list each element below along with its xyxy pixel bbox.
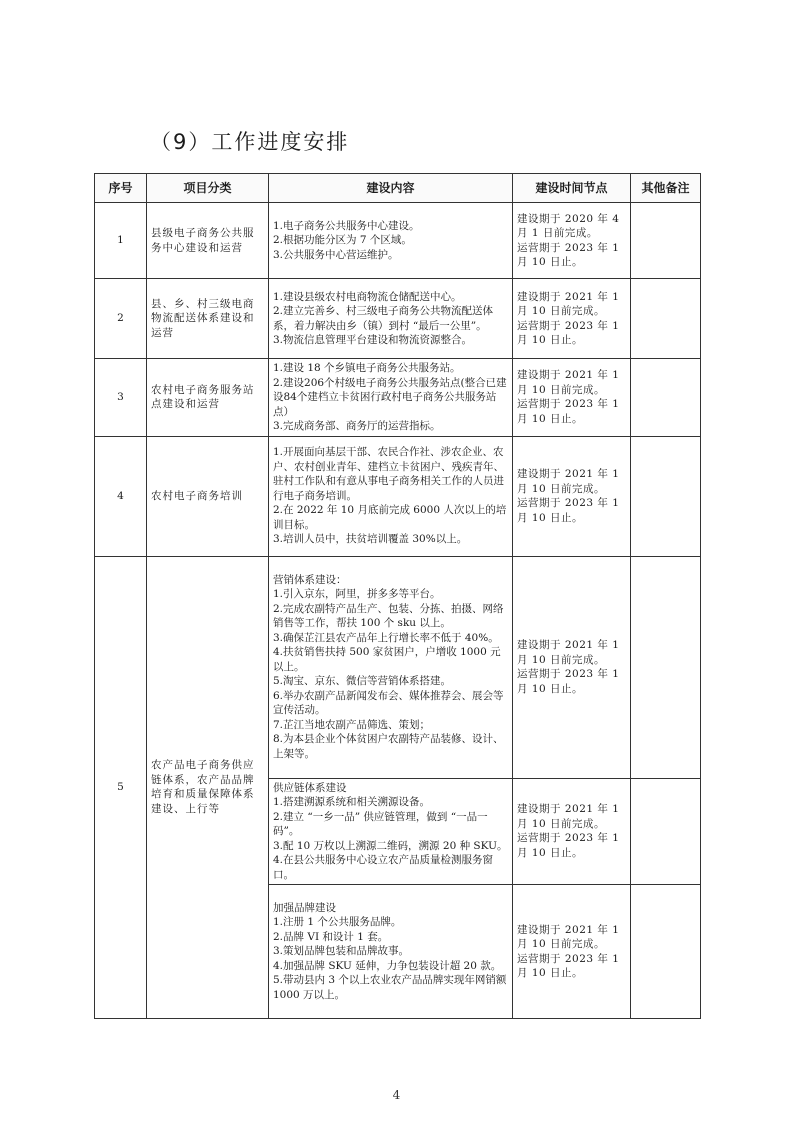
content-line: 3.完成商务部、商务厅的运营指标。 <box>273 420 441 432</box>
time-line: 运营期于 2023 年 1 月 10 日止。 <box>517 952 620 979</box>
table-row <box>95 203 701 279</box>
time-line: 运营期于 2023 年 1 月 10 日止。 <box>517 319 620 346</box>
row-time <box>513 778 631 885</box>
content-line: 2.完成农副特产品生产、包装、分拣、拍摄、网络销售等工作，帮扶 100 个 sku 以上。 <box>273 602 504 630</box>
content-line: 3.确保芷江县农产品年上行增长率不低于 40%。 <box>273 631 499 644</box>
row-remark <box>631 885 701 1019</box>
content-line: 供应链体系建设 <box>273 781 347 794</box>
content-line: 2.在 2022 年 10 月底前完成 6000 人次以上的培训目标。 <box>273 504 507 531</box>
time-line: 建设期于 2021 年 1 月 10 日前完成。 <box>517 803 620 830</box>
row-time <box>513 279 631 359</box>
row-number: 4 <box>95 436 147 556</box>
time-line: 运营期于 2023 年 1 月 10 日止。 <box>517 241 620 268</box>
row-category: 县、乡、村三级电商物流配送体系建设和运营 <box>147 279 269 359</box>
content-line: 1.开展面向基层干部、农民合作社、涉农企业、农户、农村创业青年、建档立卡贫困户、残疾青年、驻村工作队和有意从事电子商务相关工作的人员进行电子商务培训。 <box>273 446 504 502</box>
content-line: 1.建设县级农村电商物流仓储配送中心。 <box>273 290 462 303</box>
content-line: 4.在县公共服务中心设立农产品质量检测服务窗口。 <box>273 854 494 881</box>
time-line: 建设期于 2021 年 1 月 10 日前完成。 <box>517 369 620 396</box>
row-time <box>513 359 631 437</box>
content-line: 5.淘宝、京东、微信等营销体系搭建。 <box>273 675 452 688</box>
content-line: 2.建立完善乡、村三级电子商务公共物流配送体系，着力解决由乡（镇）到村 “最后一公里”。 <box>273 305 494 332</box>
time-line: 建设期于 2021 年 1 月 10 日前完成。 <box>517 290 620 317</box>
time-line: 运营期于 2023 年 1 月 10 日止。 <box>517 497 620 524</box>
table-row <box>95 436 701 556</box>
content-line: 3.策划品牌包装和品牌故事。 <box>273 945 410 958</box>
time-line: 运营期于 2023 年 1 月 10 日止。 <box>517 832 620 859</box>
table-row <box>95 556 701 778</box>
content-line: 1.建设 18 个乡镇电子商务公共服务站。 <box>273 362 461 374</box>
row-category: 县级电子商务公共服务中心建设和运营 <box>147 203 269 279</box>
row-remark <box>631 778 701 885</box>
row-remark <box>631 359 701 437</box>
row-remark <box>631 556 701 778</box>
content-line: 5.带动县内 3 个以上农业农产品品牌实现年网销额 1000 万以上。 <box>273 974 507 1001</box>
row-remark <box>631 203 701 279</box>
content-line: 3.配 10 万枚以上溯源二维码，溯源 20 种 SKU。 <box>273 839 508 852</box>
row-number: 2 <box>95 279 147 359</box>
content-line: 4.加强品牌 SKU 延伸，力争包装设计超 20 款。 <box>273 959 502 972</box>
section-heading: （9）工作进度安排 <box>150 130 350 154</box>
row-remark <box>631 436 701 556</box>
table-header-row <box>95 174 701 203</box>
content-line: 3.公共服务中心营运维护。 <box>273 248 399 261</box>
row-remark <box>631 279 701 359</box>
content-line: 3.培训人员中，扶贫培训覆盖 30%以上。 <box>273 533 468 546</box>
header-time: 建设时间节点 <box>513 174 631 203</box>
row-category: 农产品电子商务供应链体系，农产品品牌培育和质量保障体系建设、上行等 <box>147 556 269 1019</box>
row-content <box>269 885 513 1019</box>
row-content <box>269 359 513 437</box>
row-number: 5 <box>95 556 147 1019</box>
row-time <box>513 885 631 1019</box>
content-line: 7.芷江当地农副产品筛选、策划； <box>273 718 431 731</box>
content-line: 1.搭建溯源系统和相关溯源设备。 <box>273 796 431 808</box>
header-number: 序号 <box>95 174 147 203</box>
row-content <box>269 556 513 778</box>
table-body <box>95 203 701 1019</box>
content-line: 2.建立 “一乡一品” 供应链管理，做到 “一品一码”。 <box>273 810 488 837</box>
content-line: 6.举办农副产品新闻发布会、媒体推荐会、展会等宣传活动。 <box>273 689 504 717</box>
row-content <box>269 436 513 556</box>
header-remark: 其他备注 <box>631 174 701 203</box>
page-number: 4 <box>392 1088 401 1102</box>
row-time <box>513 203 631 279</box>
row-time <box>513 436 631 556</box>
time-line: 运营期于 2023 年 1 月 10 日止。 <box>517 668 620 695</box>
content-line: 4.扶贫销售扶持 500 家贫困户，户增收 1000 元以上。 <box>273 646 501 673</box>
content-line: 营销体系建设： <box>273 573 347 586</box>
content-line: 3.物流信息管理平台建设和物流资源整合。 <box>273 334 473 346</box>
time-line: 运营期于 2023 年 1 月 10 日止。 <box>517 398 620 425</box>
content-line: 1.引入京东，阿里，拼多多等平台。 <box>273 588 441 601</box>
time-line: 建设期于 2021 年 1 月 10 日前完成。 <box>517 923 620 950</box>
row-number: 1 <box>95 203 147 279</box>
content-line: 2.品牌 VI 和设计 1 套。 <box>273 930 389 943</box>
time-line: 建设期于 2021 年 1 月 10 日前完成。 <box>517 639 620 666</box>
table-row <box>95 279 701 359</box>
content-line: 2.建设206个村级电子商务公共服务站点(整合已建设84个建档立卡贫困行政村电子商务公共服务站点） <box>273 376 507 418</box>
row-category: 农村电子商务培训 <box>147 436 269 556</box>
content-line: 1.电子商务公共服务中心建设。 <box>273 219 420 232</box>
work-schedule-table <box>94 173 701 1019</box>
row-content <box>269 203 513 279</box>
content-line: 1.注册 1 个公共服务品牌。 <box>273 916 402 929</box>
content-line: 2.根据功能分区为 7 个区域。 <box>273 234 412 247</box>
time-line: 建设期于 2021 年 1 月 10 日前完成。 <box>517 468 620 495</box>
row-time <box>513 556 631 778</box>
row-category: 农村电子商务服务站点建设和运营 <box>147 359 269 437</box>
time-line: 建设期于 2020 年 4 月 1 日前完成。 <box>517 212 620 239</box>
header-content: 建设内容 <box>269 174 513 203</box>
table-row <box>95 359 701 437</box>
row-content <box>269 778 513 885</box>
content-line: 8.为本县企业个体贫困户农副特产品装修、设计、上架等。 <box>273 733 504 760</box>
row-number: 3 <box>95 359 147 437</box>
header-category: 项目分类 <box>147 174 269 203</box>
content-line: 加强品牌建设 <box>273 901 336 914</box>
row-content <box>269 279 513 359</box>
